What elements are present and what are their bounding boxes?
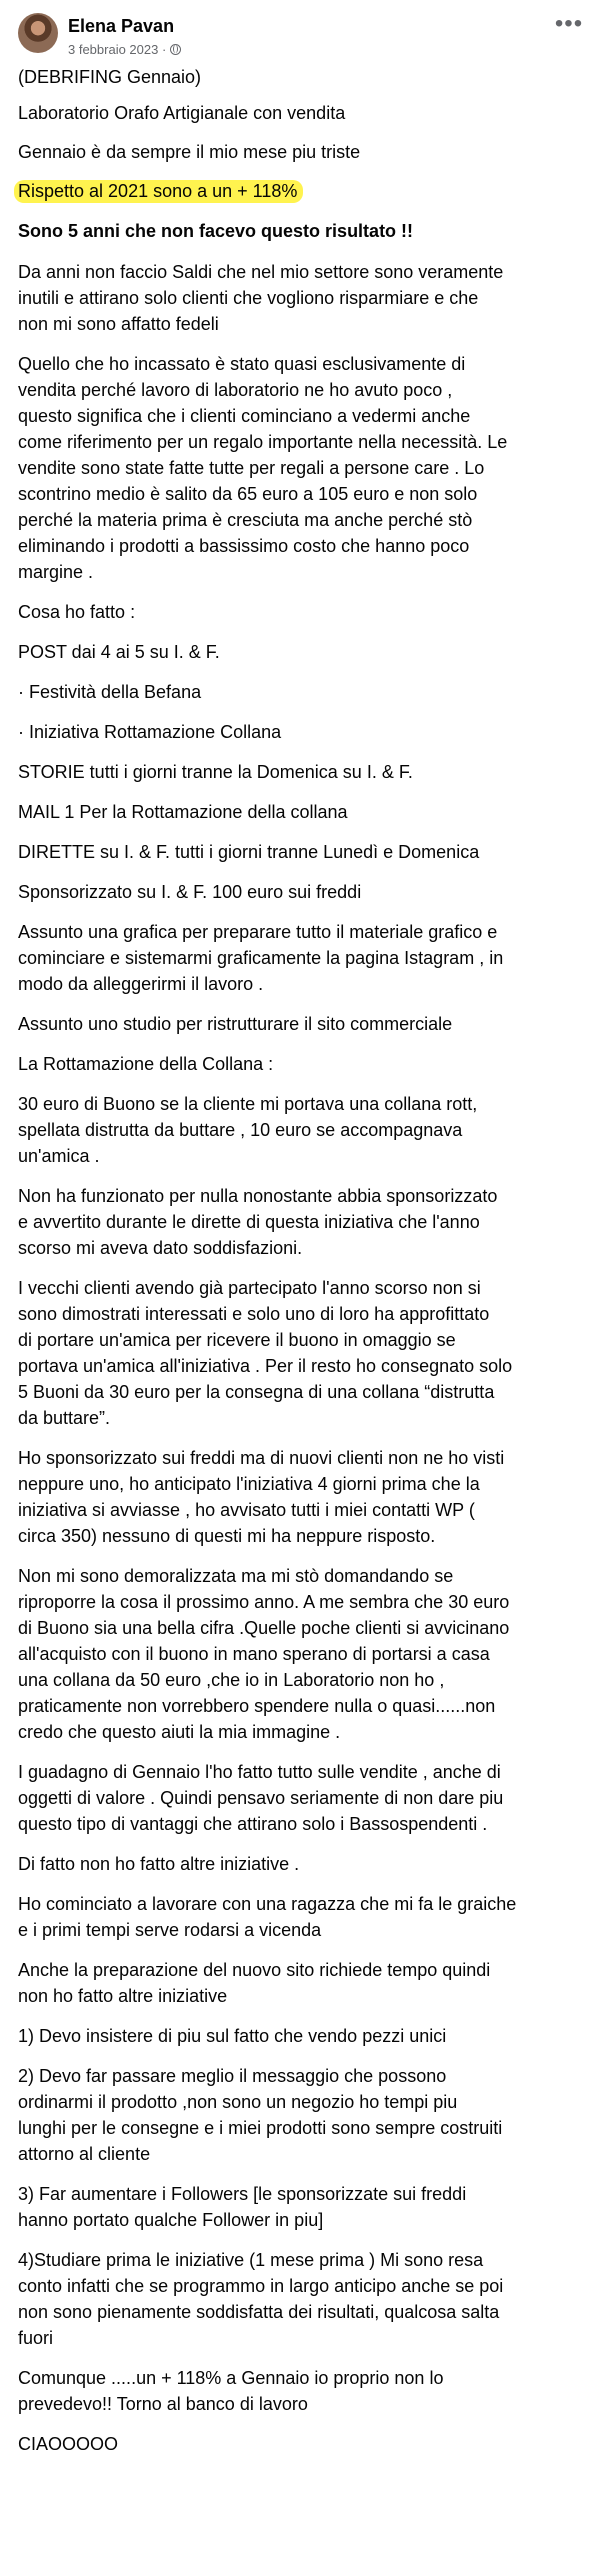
more-dots-icon: ••• bbox=[554, 10, 584, 37]
post-paragraph: Comunque .....un + 118% a Gennaio io proprio non lo prevedevo!! Torno al banco di lavoro bbox=[18, 2368, 444, 2414]
post-paragraph: 2) Devo far passare meglio il messaggio che possono ordinarmi il prodotto ,non sono un negozio ho tempi piu lunghi per le consegne e i miei prodotti sono sempre costruiti attorno al cliente bbox=[18, 2066, 503, 2164]
post-paragraph: 4)Studiare prima le iniziative (1 mese prima ) Mi sono resa conto infatti che se programmo in largo anticipo anche se poi non sono pienamente soddisfatta dei risultati, qualcosa salta fuori bbox=[18, 2250, 504, 2348]
post-paragraph: I guadagno di Gennaio l'ho fatto tutto sulle vendite , anche di oggetti di valore . Quindi pensavo seriamente di non dare piu questo tipo di vantaggi che attirano solo i Bassospendenti . bbox=[18, 1762, 504, 1834]
post-paragraph: 30 euro di Buono se la cliente mi portava una collana rott, spellata distrutta da buttare , 10 euro se accompagnava un'amica . bbox=[18, 1094, 478, 1166]
highlight-mark: Rispetto al 2021 sono a un + 118% bbox=[14, 180, 303, 203]
post-paragraph: I vecchi clienti avendo già partecipato l'anno scorso non si sono dimostrati interessati e solo uno di loro ha approfittato di portare un'amica per ricevere il buono in omaggio se portava un'amica all'iniziativa . Per il resto ho consegnato solo 5 Buoni da 30 euro per la consegna di una collana “distrutta da buttare”. bbox=[18, 1278, 513, 1428]
post-paragraph: Sponsorizzato su I. & F. 100 euro sui freddi bbox=[18, 882, 362, 902]
post-paragraph: DIRETTE su I. & F. tutti i giorni tranne Lunedì e Domenica bbox=[18, 842, 480, 862]
post-paragraph: Assunto una grafica per preparare tutto il materiale grafico e cominciare e sistemarmi graficamente la pagina Istagram , in modo da alleggerirmi il lavoro . bbox=[18, 922, 504, 994]
post-paragraph: La Rottamazione della Collana : bbox=[18, 1054, 274, 1074]
post-paragraph: POST dai 4 ai 5 su I. & F. bbox=[18, 642, 220, 662]
post-paragraph: Sono 5 anni che non facevo questo risultato !! bbox=[18, 221, 414, 241]
post-paragraph: Anche la preparazione del nuovo sito richiede tempo quindi non ho fatto altre iniziative bbox=[18, 1960, 491, 2006]
post-paragraph: 1) Devo insistere di piu sul fatto che vendo pezzi unici bbox=[18, 2026, 447, 2046]
post-paragraph: STORIE tutti i giorni tranne la Domenica su I. & F. bbox=[18, 762, 413, 782]
post-paragraph: Quello che ho incassato è stato quasi esclusivamente di vendita perché lavoro di laboratorio ne ho avuto poco , questo significa che i clienti cominciano a vedermi anche come riferimento per un regalo importante nella necessità. Le vendite sono state fatte tutte per regali a persone care . Lo scontrino medio è salito da 65 euro a 105 euro e non solo perché la materia prima è cresciuta ma anche perché stò eliminando i prodotti a bassissimo costo che hanno poco margine . bbox=[18, 354, 508, 582]
post-paragraph: (DEBRIFING Gennaio) bbox=[18, 67, 202, 87]
post-paragraph: Gennaio è da sempre il mio mese piu triste bbox=[18, 142, 361, 162]
post-header bbox=[0, 0, 606, 72]
post-paragraph: Ho cominciato a lavorare con una ragazza che mi fa le graiche e i primi tempi serve rodarsi a vicenda bbox=[18, 1894, 517, 1940]
post-date[interactable]: 3 febbraio 2023 · bbox=[68, 42, 167, 57]
post-paragraph: Da anni non faccio Saldi che nel mio settore sono veramente inutili e attirano solo clienti che vogliono risparmiare e che non mi sono affatto fedeli bbox=[18, 262, 504, 334]
post-paragraph: Cosa ho fatto : bbox=[18, 602, 136, 622]
post-paragraph: Non ha funzionato per nulla nonostante abbia sponsorizzato e avvertito durante le dirette di questa iniziativa che l'anno scorso mi aveva dato soddisfazioni. bbox=[18, 1186, 498, 1258]
post-paragraph: Non mi sono demoralizzata ma mi stò domandando se riproporre la cosa il prossimo anno. A me sembra che 30 euro di Buono sia una bella cifra .Quelle poche clienti si avvicinano all'acquisto con il buono in mano sperano di portarsi a casa una collana da 50 euro ,che io in Laboratorio non ho , praticamente non vorrebbero spendere nulla o quasi......non credo che questo aiuti la mia immagine . bbox=[18, 1566, 510, 1742]
author-name[interactable]: Elena Pavan bbox=[68, 16, 175, 36]
post-meta bbox=[68, 42, 181, 57]
post-paragraph: · Festività della Befana bbox=[18, 682, 202, 702]
post-paragraph: MAIL 1 Per la Rottamazione della collana bbox=[18, 802, 348, 822]
post-paragraph: 3) Far aumentare i Followers [le sponsorizzate sui freddi hanno portato qualche Follower in piu] bbox=[18, 2184, 467, 2230]
post-paragraph: Assunto uno studio per ristrutturare il sito commerciale bbox=[18, 1014, 453, 1034]
post-paragraph: Laboratorio Orafo Artigianale con vendita bbox=[18, 103, 346, 123]
post-paragraph: CIAOOOOO bbox=[18, 2434, 119, 2454]
avatar[interactable] bbox=[18, 13, 58, 53]
post-paragraph: Di fatto non ho fatto altre iniziative . bbox=[18, 1854, 300, 1874]
highlighted-paragraph bbox=[18, 178, 590, 204]
post-paragraph: · Iniziativa Rottamazione Collana bbox=[18, 722, 282, 742]
post-body bbox=[18, 64, 590, 2457]
globe-icon bbox=[170, 44, 181, 55]
post-paragraph: Ho sponsorizzato sui freddi ma di nuovi clienti non ne ho visti neppure uno, ho anticipato l'iniziativa 4 giorni prima che la iniziativa si avviasse , ho avvisato tutti i miei contatti WP ( circa 350) nessuno di questi mi ha neppure risposto. bbox=[18, 1448, 505, 1546]
more-options-button[interactable] bbox=[554, 10, 584, 40]
